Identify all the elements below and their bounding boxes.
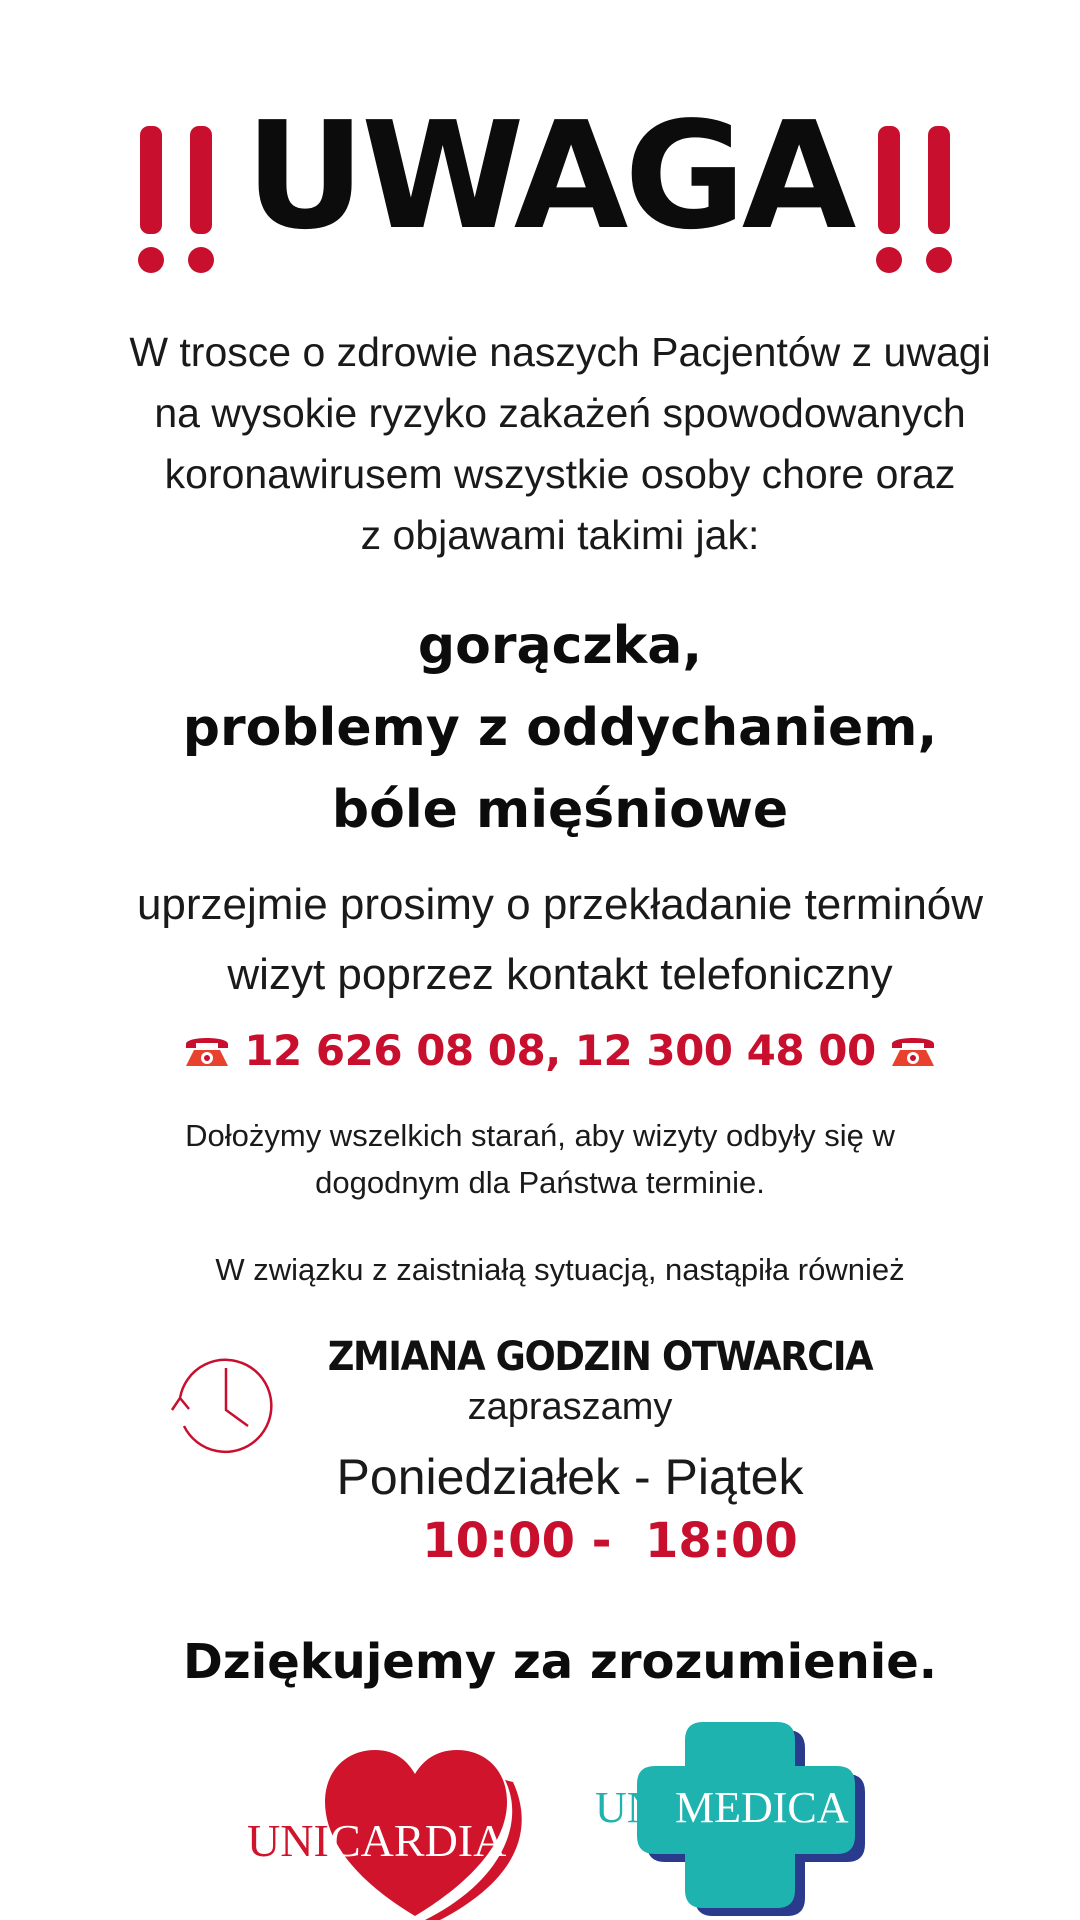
page-title: UWAGA: [245, 90, 853, 262]
symptom-item: gorączka,: [417, 616, 703, 676]
situation-note: W związku z zaistniałą sytuacją, nastąpiła również: [215, 1252, 905, 1287]
thanks-text: Dziękujemy za zrozumienie.: [182, 1634, 938, 1690]
double-exclamation-icon: [132, 118, 228, 278]
logo-name: CARDIA: [330, 1815, 507, 1866]
request-line: wizyt poprzez kontakt telefoniczny: [227, 950, 893, 999]
intro-line: z objawami takimi jak:: [360, 512, 760, 558]
effort-line: dogodnym dla Państwa terminie.: [315, 1165, 765, 1200]
invite-text: zapraszamy: [467, 1386, 673, 1428]
phone-numbers: 12 626 08 08, 12 300 48 00: [244, 1025, 876, 1075]
hours-heading: ZMIANA GODZIN OTWARCIA: [327, 1334, 873, 1380]
logo-name: MEDICA: [675, 1783, 849, 1832]
unimedica-logo: [595, 1716, 885, 1920]
effort-line: Dołożymy wszelkich starań, aby wizyty odbyły się w: [185, 1118, 895, 1153]
symptom-item: problemy z oddychaniem,: [182, 698, 938, 758]
telephone-icon: [182, 1030, 232, 1070]
request-line: uprzejmie prosimy o przekładanie terminów: [136, 880, 984, 929]
title-row: [0, 90, 1080, 288]
effort-note: [90, 1112, 990, 1206]
intro-paragraph: [60, 322, 1060, 566]
logo-prefix: UNI: [595, 1783, 674, 1832]
clock-history-icon: [160, 1352, 276, 1462]
phone-contact: [200, 1018, 920, 1082]
double-exclamation-icon: [870, 118, 966, 278]
symptom-item: bóle mięśniowe: [331, 780, 789, 840]
intro-line: W trosce o zdrowie naszych Pacjentów z uwagi: [129, 329, 991, 375]
opening-days: Poniedziałek - Piątek: [336, 1449, 804, 1505]
intro-line: koronawirusem wszystkie osoby chore oraz: [164, 451, 956, 497]
request-paragraph: [40, 870, 1080, 1010]
unicardia-logo: [235, 1720, 555, 1920]
logo-prefix: UNI: [247, 1815, 329, 1866]
telephone-icon: [888, 1030, 938, 1070]
opening-time: 10:00 - 18:00: [422, 1513, 798, 1569]
intro-line: na wysokie ryzyko zakażeń spowodowanych: [154, 390, 966, 436]
symptoms-list: [60, 605, 1060, 851]
